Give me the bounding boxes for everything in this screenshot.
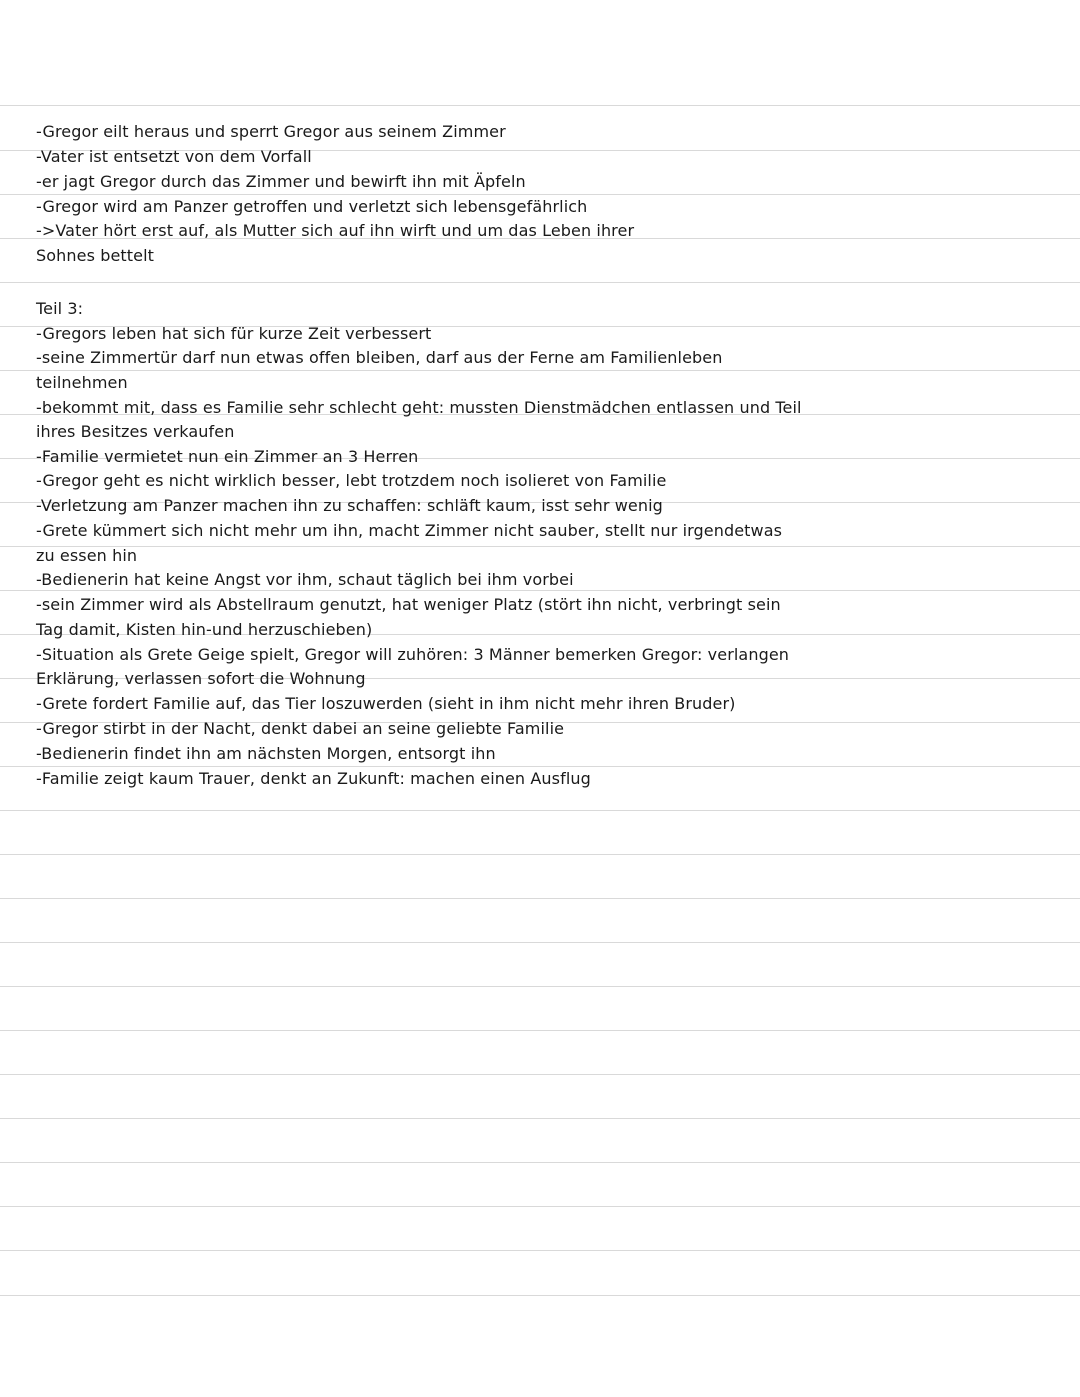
note-line: -Familie zeigt kaum Trauer, denkt an Zukunft: machen einen Ausflug [36,769,591,788]
ruled-line [0,942,1080,943]
note-line: -sein Zimmer wird als Abstellraum genutzt, hat weniger Platz (stört ihn nicht, verbringt sein [36,595,781,614]
ruled-line [0,854,1080,855]
note-line: teilnehmen [36,373,128,392]
ruled-line [0,1295,1080,1296]
note-line: Tag damit, Kisten hin-und herzuschieben) [36,620,373,639]
ruled-line [0,282,1080,283]
ruled-line [0,370,1080,371]
note-line: ihres Besitzes verkaufen [36,422,235,441]
ruled-line [0,898,1080,899]
note-line: -Bedienerin findet ihn am nächsten Morgen, entsorgt ihn [36,744,496,763]
note-line: -Bedienerin hat keine Angst vor ihm, schaut täglich bei ihm vorbei [36,570,574,589]
note-line: -Gregor geht es nicht wirklich besser, lebt trotzdem noch isolieret von Familie [36,471,667,490]
ruled-line [0,766,1080,767]
note-line: Sohnes bettelt [36,246,155,265]
note-line: -Gregor stirbt in der Nacht, denkt dabei an seine geliebte Familie [36,719,565,738]
ruled-line [0,546,1080,547]
ruled-line [0,986,1080,987]
note-line: -Verletzung am Panzer machen ihn zu schaffen: schläft kaum, isst sehr wenig [36,496,663,515]
ruled-line [0,1250,1080,1251]
note-line: -bekommt mit, dass es Familie sehr schlecht geht: mussten Dienstmädchen entlassen und Teil [36,398,802,417]
note-line: -Vater ist entsetzt von dem Vorfall [36,147,312,166]
note-line: zu essen hin [36,546,138,565]
note-line: -Familie vermietet nun ein Zimmer an 3 Herren [36,447,419,466]
ruled-line [0,1118,1080,1119]
ruled-line [0,1162,1080,1163]
note-line: -Grete fordert Familie auf, das Tier loszuwerden (sieht in ihm nicht mehr ihren Bruder) [36,694,736,713]
note-line: -Situation als Grete Geige spielt, Gregor will zuhören: 3 Männer bemerken Gregor: verlangen [36,645,790,664]
ruled-line [0,590,1080,591]
ruled-line [0,810,1080,811]
ruled-line [0,1206,1080,1207]
note-line: Erklärung, verlassen sofort die Wohnung [36,669,366,688]
ruled-line [0,1074,1080,1075]
note-line: -Gregor eilt heraus und sperrt Gregor aus seinem Zimmer [36,122,506,141]
note-line: -er jagt Gregor durch das Zimmer und bewirft ihn mit Äpfeln [36,172,526,191]
ruled-line [0,194,1080,195]
section-heading: Teil 3: [36,299,84,318]
note-line: -Gregor wird am Panzer getroffen und verletzt sich lebensgefährlich [36,197,588,216]
ruled-line [0,1030,1080,1031]
note-line: ->Vater hört erst auf, als Mutter sich auf ihn wirft und um das Leben ihrer [36,221,635,240]
note-line: -Grete kümmert sich nicht mehr um ihn, macht Zimmer nicht sauber, stellt nur irgendetwas [36,521,783,540]
note-line: -Gregors leben hat sich für kurze Zeit verbessert [36,324,432,343]
ruled-line [0,105,1080,106]
note-line: -seine Zimmertür darf nun etwas offen bleiben, darf aus der Ferne am Familienleben [36,348,723,367]
